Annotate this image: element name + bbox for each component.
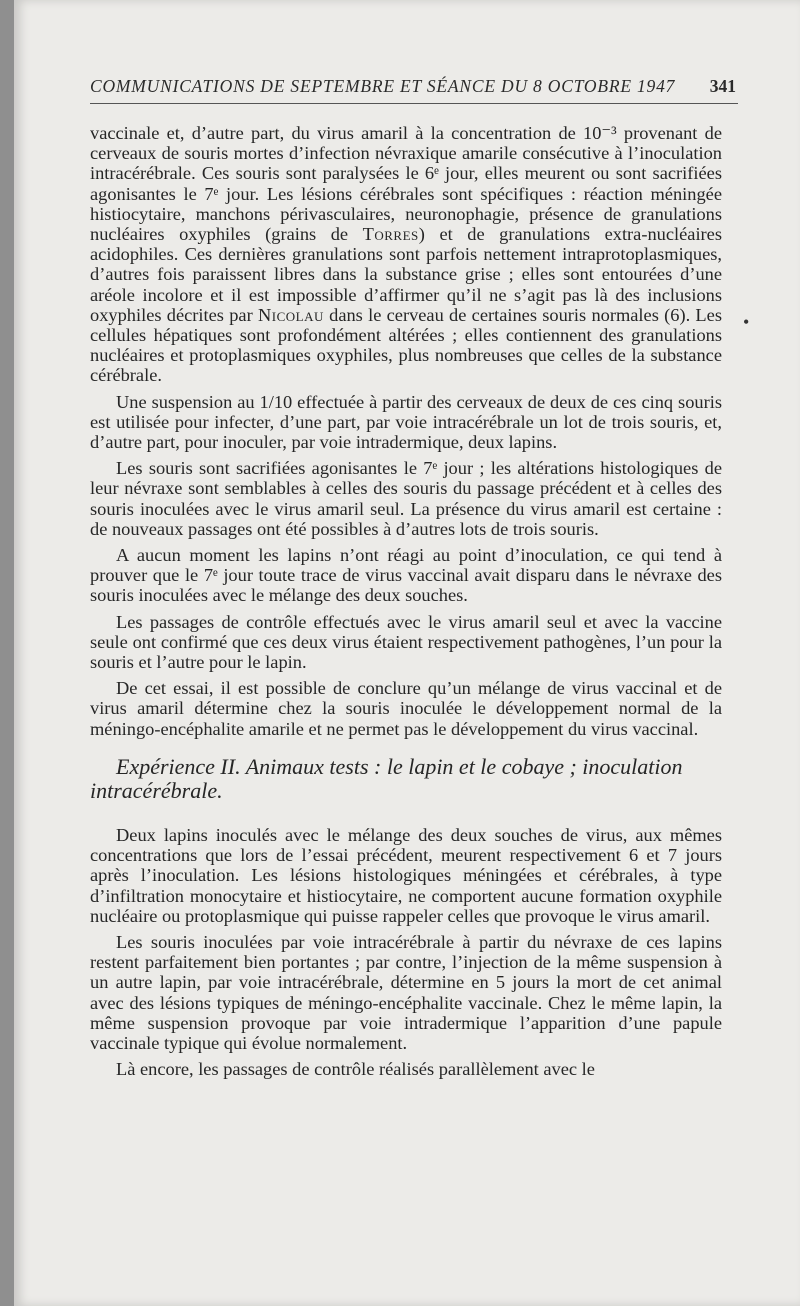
book-page	[14, 0, 800, 1306]
page-number: 341	[709, 76, 736, 96]
body-text	[90, 123, 722, 1085]
paragraph-1: vaccinale et, d’autre part, du virus amaril à la concentration de 10⁻³ provenant de cerveaux de souris mortes d’infection névraxique amarile consécutive à l’inoculation intracérébrale. Ces souris sont paralysées le 6ᵉ jour, elles meurent ou sont sacrifiées agonisantes le 7ᵉ jour. Les lésions cérébrales sont spécifiques : réaction méningée histiocytaire, manchons périvasculaires, neuronophagie, présence de granulations nucléaires oxyphiles (grains de Torres) et de granulations extra-nucléaires acidophiles. Ces dernières granulations sont parfois nettement intraprotoplasmiques, d’autres fois paraissent libres dans la substance grise ; elles sont entourées d’une aréole incolore et il est impossible d’affirmer qu’il ne s’agit pas là des inclusions oxyphiles décrites par Nicolau dans le cerveau de certaines souris normales (6). Les cellules hépatiques sont profondément altérées ; elles contiennent des granulations nucléaires et protoplasmiques oxyphiles, plus nombreuses que celles de la substance cérébrale.	[90, 123, 722, 386]
header-rule	[90, 103, 738, 104]
paragraph-5: Les passages de contrôle effectués avec le virus amaril seul et avec la vaccine seule ont confirmé que ces deux virus étaient respectivement pathogènes, l’un pour la souris et l’autre pour le lapin.	[90, 611, 722, 673]
author-torres: Torres	[362, 224, 419, 245]
margin-mark: •	[743, 312, 750, 332]
paragraph-9: Là encore, les passages de contrôle réalisés parallèlement avec le	[116, 1059, 595, 1080]
paragraph-7: Deux lapins inoculés avec le mélange des deux souches de virus, aux mêmes concentrations que lors de l’essai précédent, meurent respectivement 6 et 7 jours après l’inoculation. Les lésions histologiques méningées et cérébrales, à type d’infiltration monocytaire et histiocytaire, ne comportent aucune formation oxyphile nucléaire ou protoplasmique qui puisse rappeler celles que provoque le virus amaril.	[90, 824, 722, 926]
paragraph-3: Les souris sont sacrifiées agonisantes le 7ᵉ jour ; les altérations histologiques de leur névraxe sont semblables à celles des souris du passage précédent et à celles des souris inoculées avec le virus amaril seul. La présence du virus amaril est certaine : de nouveaux passages ont été possibles à d’autres lots de trois souris.	[90, 458, 722, 539]
running-title: COMMUNICATIONS DE SEPTEMBRE ET SÉANCE DU 8 OCTOBRE 1947	[90, 76, 676, 96]
paragraph-8: Les souris inoculées par voie intracérébrale à partir du névraxe de ces lapins restent parfaitement bien portantes ; par contre, l’injection de la même suspension à un autre lapin, par voie intracérébrale, détermine en 5 jours la mort de cet animal avec des lésions typiques de méningo-encéphalite vaccinale. Chez le même lapin, la même suspension provoque par voie intradermique l’apparition d’une papule vaccinale typique qui évolue normalement.	[90, 931, 722, 1053]
section-heading: Expérience II. Animaux tests : le lapin et le cobaye ; inoculation intracérébrale.	[90, 753, 683, 803]
running-header	[90, 76, 736, 97]
paragraph-2: Une suspension au 1/10 effectuée à partir des cerveaux de deux de ces cinq souris est utilisée pour infecter, d’une part, par voie intracérébrale un lot de trois souris, et, d’autre part, pour inoculer, par voie intradermique, deux lapins.	[90, 391, 722, 453]
paragraph-6: De cet essai, il est possible de conclure qu’un mélange de virus vaccinal et de virus amaril détermine chez la souris inoculée le développement normal de la méningo-encéphalite amarile et ne permet pas le développement du virus vaccinal.	[90, 678, 722, 739]
paragraph-4: A aucun moment les lapins n’ont réagi au point d’inoculation, ce qui tend à prouver que le 7ᵉ jour toute trace de virus vaccinal avait disparu dans le névraxe des souris inoculées avec le mélange des deux souches.	[90, 545, 722, 606]
author-nicolau: Nicolau	[257, 304, 324, 325]
